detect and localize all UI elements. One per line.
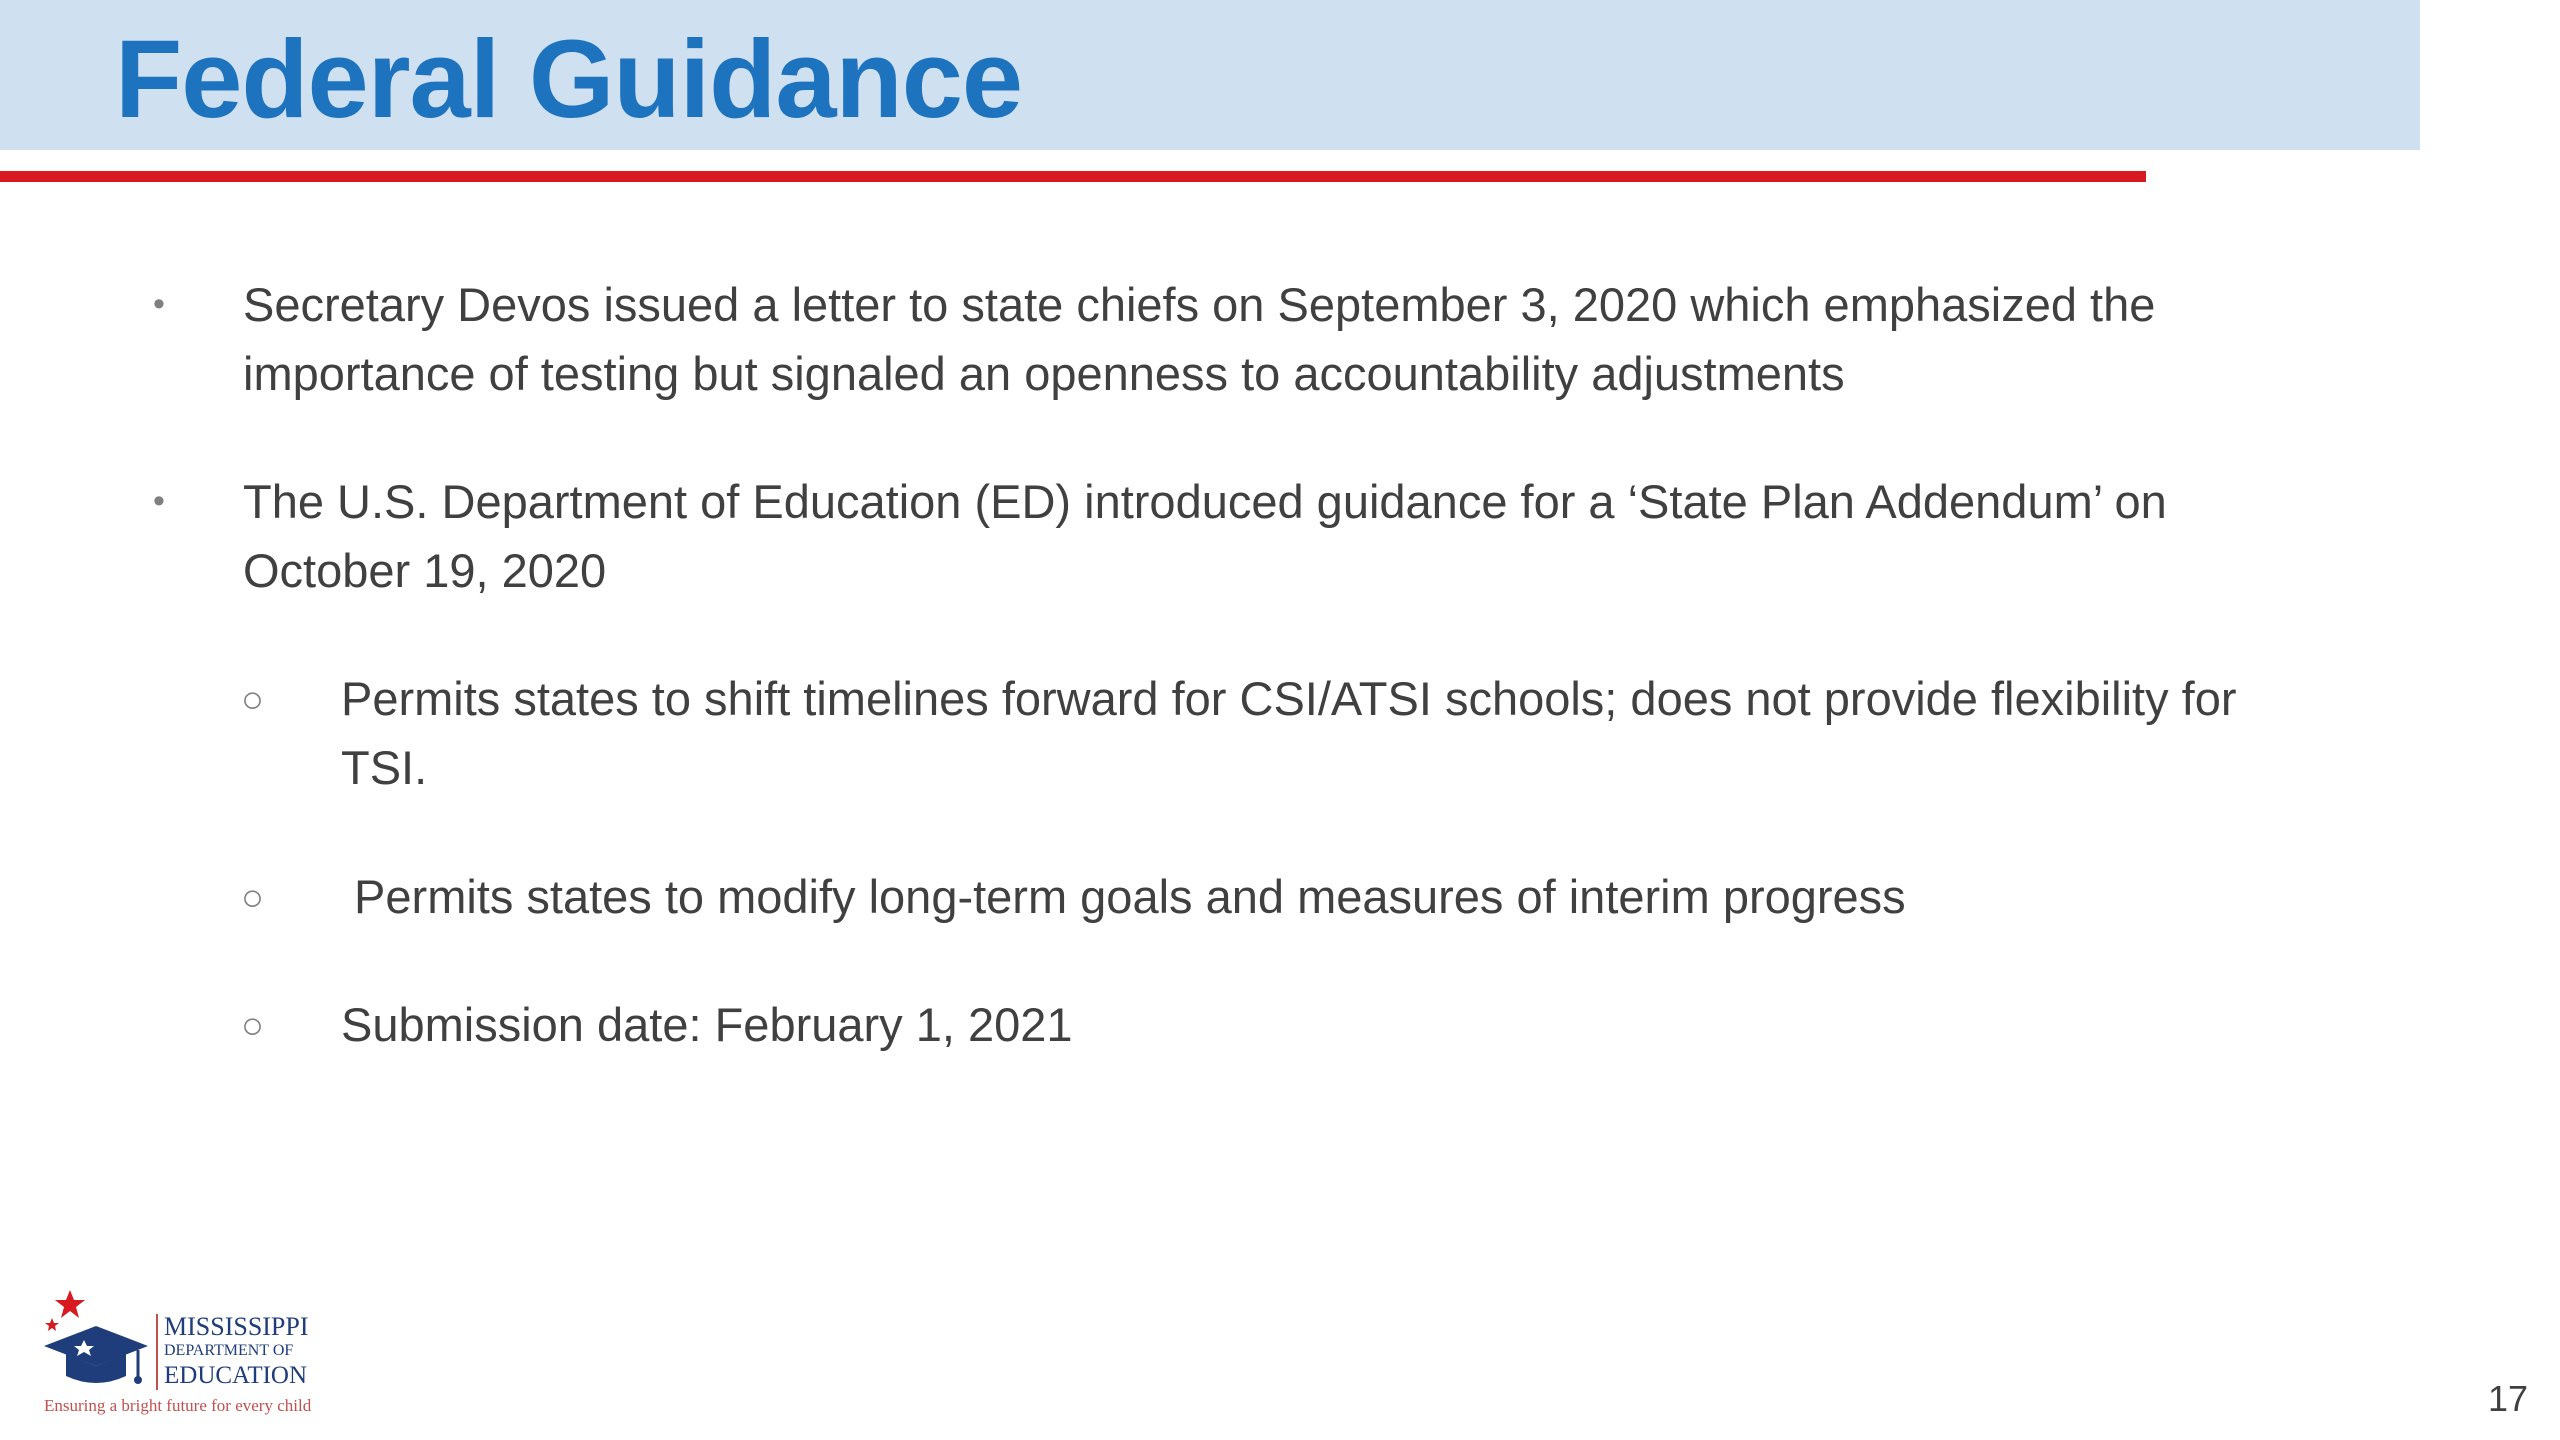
graduation-cap-icon: [40, 1290, 152, 1400]
bullet-line: The U.S. Department of Education (ED) introduced guidance for a ‘State Plan Addendum’ on: [243, 475, 2167, 528]
sub-bullet-item: [241, 862, 2491, 931]
sub-bullet-item: [241, 990, 2491, 1059]
mississippi-department-of-education-logo: [40, 1290, 330, 1420]
bullet-line: October 19, 2020: [243, 544, 607, 597]
bullet-dot-icon: •: [153, 482, 165, 520]
sub-bullet-item: [241, 664, 2491, 802]
sub-bullet-line: Permits states to modify long-term goals and measures of interim progress: [341, 870, 1906, 923]
sub-bullet-line: Submission date: February 1, 2021: [341, 998, 1073, 1051]
logo-text-mississippi: MISSISSIPPI: [164, 1312, 309, 1341]
bullet-line: Secretary Devos issued a letter to state chiefs on September 3, 2020 which emphasized the: [243, 278, 2156, 331]
sub-bullet-line: TSI.: [341, 741, 428, 794]
slide-title: Federal Guidance: [115, 18, 1023, 141]
hollow-circle-bullet-icon: ○: [241, 877, 264, 919]
logo-text-department-of: DEPARTMENT OF: [164, 1342, 294, 1359]
bullet-item: [153, 270, 2443, 408]
hollow-circle-bullet-icon: ○: [241, 1005, 264, 1047]
star-icon: [45, 1318, 59, 1331]
bullet-line: importance of testing but signaled an openness to accountability adjustments: [243, 347, 1845, 400]
bullet-item: [153, 467, 2443, 605]
sub-bullet-line: Permits states to shift timelines forward for CSI/ATSI schools; does not provide flexibility for: [341, 672, 2237, 725]
logo-divider: [156, 1314, 158, 1390]
logo-tagline: Ensuring a bright future for every child: [44, 1396, 312, 1415]
star-icon: [55, 1290, 85, 1318]
logo-text-education: EDUCATION: [164, 1362, 308, 1389]
hollow-circle-bullet-icon: ○: [241, 679, 264, 721]
page-number: 17: [2488, 1378, 2529, 1419]
bullet-dot-icon: •: [153, 285, 165, 323]
